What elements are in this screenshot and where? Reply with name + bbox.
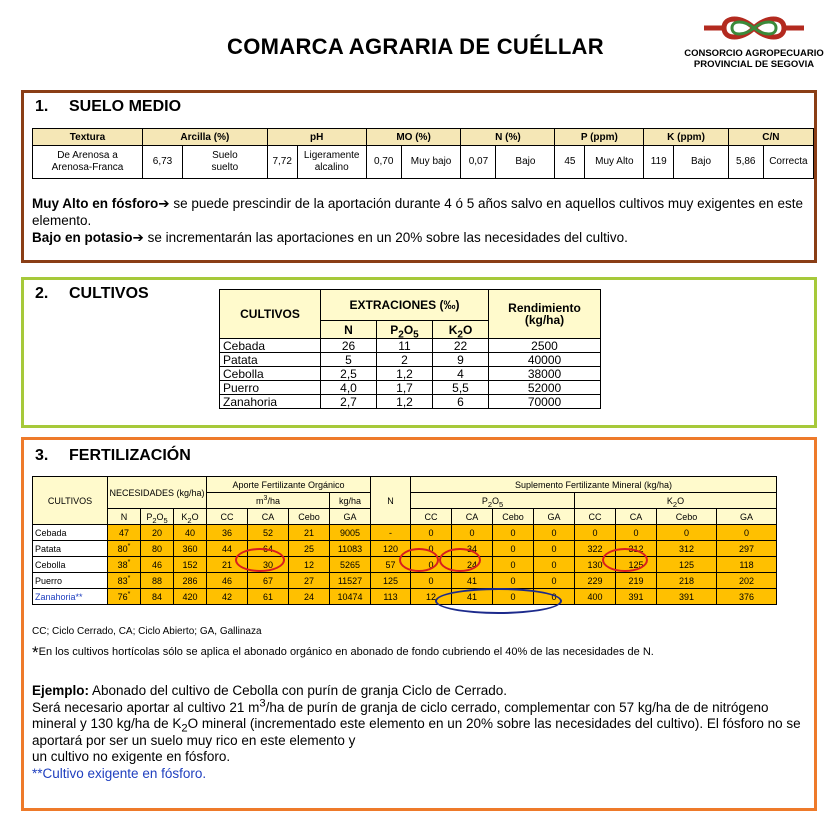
col-header-cc: CC <box>207 509 248 525</box>
phosphorus-label: Muy Alto en fósforo <box>32 196 159 211</box>
col-header-kgha: kg/ha <box>330 493 371 509</box>
section-number: 3. <box>35 447 49 464</box>
cell-n: 0,07 <box>461 146 496 179</box>
section-title-text: CULTIVOS <box>69 285 149 302</box>
crop-n: 2,5 <box>321 367 377 381</box>
crop-name: Zanahoria <box>220 395 321 409</box>
cell-mo-desc: Muy bajo <box>401 146 461 179</box>
org-ga: 11527 <box>330 573 371 589</box>
min-p-cebo: 0 <box>493 589 534 605</box>
cell-arcilla: 6,73 <box>143 146 183 179</box>
col-header: MO (%) <box>366 129 461 146</box>
org-cc: 46 <box>207 573 248 589</box>
crop-n: 2,7 <box>321 395 377 409</box>
cell-ph-desc: Ligeramente alcalino <box>297 146 366 179</box>
need-p: 46 <box>141 557 174 573</box>
example-note: **Cultivo exigente en fósforo. <box>32 765 207 781</box>
min-p-cebo: 0 <box>493 573 534 589</box>
page-title: COMARCA AGRARIA DE CUÉLLAR <box>227 34 604 59</box>
crop-n: 5 <box>321 353 377 367</box>
min-p-ca: 41 <box>452 589 493 605</box>
org-ca: 52 <box>248 525 289 541</box>
crop-p: 1,2 <box>377 367 433 381</box>
col-header-mineral-n: N <box>371 477 411 525</box>
col-header-p2o5-sub: $P_2O_5$ <box>141 509 174 525</box>
section-3-title <box>35 447 191 465</box>
min-n: 120 <box>371 541 411 557</box>
need-n: 47 <box>108 525 141 541</box>
org-cebo: 27 <box>289 573 330 589</box>
crop-k: 6 <box>433 395 489 409</box>
crop-name: Cebada <box>220 339 321 353</box>
soil-description <box>32 195 812 246</box>
min-k-cc: 400 <box>575 589 616 605</box>
crop-rend: 52000 <box>489 381 601 395</box>
need-p: 84 <box>141 589 174 605</box>
cell-p: 45 <box>555 146 585 179</box>
col-header-p-cc: CC <box>411 509 452 525</box>
footnote <box>32 640 654 660</box>
table-row <box>33 573 777 589</box>
soil-table <box>32 128 814 179</box>
min-p-cebo: 0 <box>493 541 534 557</box>
org-ga: 10474 <box>330 589 371 605</box>
crop-p: 11 <box>377 339 433 353</box>
table-row <box>220 395 601 409</box>
cell-k: 119 <box>644 146 674 179</box>
min-p-ga: 0 <box>534 541 575 557</box>
need-p: 88 <box>141 573 174 589</box>
soil-table-row <box>33 146 814 179</box>
legend-text: CC; Ciclo Cerrado, CA; Ciclo Abierto; GA, Gallinaza <box>32 626 262 637</box>
section-number: 1. <box>35 98 49 115</box>
need-k: 286 <box>174 573 207 589</box>
footnote-star: * <box>32 643 39 662</box>
cell-mo: 0,70 <box>366 146 401 179</box>
cell-arcilla-desc: Suelo suelto <box>183 146 268 179</box>
table-row <box>33 525 777 541</box>
cell-k-desc: Bajo <box>674 146 729 179</box>
table-row <box>220 381 601 395</box>
crop-name: Patata <box>33 541 108 557</box>
need-k: 360 <box>174 541 207 557</box>
col-header-p2o5: $P_2O_5$ <box>411 493 575 509</box>
highlight-circle-p-cc <box>439 548 481 572</box>
arrow-right-icon: ➔ <box>132 230 144 245</box>
table-row <box>33 589 777 605</box>
need-n: 80* <box>108 541 141 557</box>
org-cc: 21 <box>207 557 248 573</box>
crop-rend: 2500 <box>489 339 601 353</box>
org-cc: 44 <box>207 541 248 557</box>
col-header-cebo: Cebo <box>289 509 330 525</box>
highlight-circle-min-n <box>399 548 439 572</box>
col-header-k-ca: CA <box>616 509 657 525</box>
col-header-cultivos: CULTIVOS <box>33 477 108 525</box>
min-k-cc: 322 <box>575 541 616 557</box>
org-cc: 42 <box>207 589 248 605</box>
min-p-cc: 0 <box>411 525 452 541</box>
section-title-text: FERTILIZACIÓN <box>69 447 191 464</box>
col-header-extracciones: EXTRACIONES (‰) <box>321 290 489 321</box>
section-1-title <box>35 98 181 116</box>
min-p-ga: 0 <box>534 589 575 605</box>
logo-line-2: PROVINCIAL DE SEGOVIA <box>693 59 815 70</box>
col-header-necesidades: NECESIDADES (kg/ha) <box>108 477 207 509</box>
min-n: - <box>371 525 411 541</box>
crop-name: Cebolla <box>33 557 108 573</box>
need-p: 80 <box>141 541 174 557</box>
logo-text <box>684 48 824 70</box>
col-header-k-ga: GA <box>717 509 777 525</box>
org-ga: 11083 <box>330 541 371 557</box>
min-k-ca: 391 <box>616 589 657 605</box>
crop-k: 22 <box>433 339 489 353</box>
crops-table <box>219 289 601 409</box>
org-ca: 67 <box>248 573 289 589</box>
col-header-n: N <box>321 321 377 339</box>
crop-name: Patata <box>220 353 321 367</box>
example-label: Ejemplo: <box>32 683 90 698</box>
min-p-cc: 0 <box>411 557 452 573</box>
org-ca: 64 <box>248 541 289 557</box>
cell-p-desc: Muy Alto <box>585 146 644 179</box>
min-k-ga: 0 <box>717 525 777 541</box>
min-n: 57 <box>371 557 411 573</box>
col-header: pH <box>267 129 366 146</box>
min-k-cebo: 0 <box>657 525 717 541</box>
crop-name: Puerro <box>220 381 321 395</box>
crop-name: Cebolla <box>220 367 321 381</box>
col-header-p-cebo: Cebo <box>493 509 534 525</box>
col-header-k2o-sub: $K_2O$ <box>174 509 207 525</box>
example-line-3: un cultivo no exigente en fósforo. <box>32 749 231 764</box>
crop-k: 4 <box>433 367 489 381</box>
col-header-suplemento: Suplemento Fertilizante Mineral (kg/ha) <box>411 477 777 493</box>
org-ca: 61 <box>248 589 289 605</box>
min-p-cc: 0 <box>411 573 452 589</box>
need-n: 83* <box>108 573 141 589</box>
min-p-cc: 12 <box>411 589 452 605</box>
min-k-cc: 130 <box>575 557 616 573</box>
crop-name: Puerro <box>33 573 108 589</box>
min-p-cebo: 0 <box>493 525 534 541</box>
cell-ph: 7,72 <box>267 146 297 179</box>
min-n: 113 <box>371 589 411 605</box>
fertilization-table <box>32 476 777 605</box>
col-header: Textura <box>33 129 143 146</box>
cell-textura: De Arenosa a Arenosa-Franca <box>33 146 143 179</box>
col-header-n: N <box>108 509 141 525</box>
cell-cn-desc: Correcta <box>763 146 813 179</box>
org-cebo: 21 <box>289 525 330 541</box>
org-cebo: 12 <box>289 557 330 573</box>
crop-n: 26 <box>321 339 377 353</box>
col-header-ca: CA <box>248 509 289 525</box>
min-k-cebo: 391 <box>657 589 717 605</box>
cell-n-desc: Bajo <box>496 146 555 179</box>
min-p-ga: 0 <box>534 557 575 573</box>
col-header-rendimiento: Rendimiento (kg/ha) <box>489 290 601 339</box>
crop-p: 1,7 <box>377 381 433 395</box>
example-line-1: Abonado del cultivo de Cebolla con purín de granja Ciclo de Cerrado. <box>89 683 508 698</box>
min-k-cebo: 312 <box>657 541 717 557</box>
min-k-ca: 0 <box>616 525 657 541</box>
need-p: 20 <box>141 525 174 541</box>
col-header-p-ca: CA <box>452 509 493 525</box>
min-k-ga: 202 <box>717 573 777 589</box>
table-row <box>220 367 601 381</box>
min-k-ga: 376 <box>717 589 777 605</box>
min-k-ga: 297 <box>717 541 777 557</box>
potassium-text: se incrementarán las aportaciones en un 20% sobre las necesidades del cultivo. <box>143 230 628 245</box>
phosphorus-text: se puede prescindir de la aportación durante 4 ó 5 años salvo en aquellos cultivos muy exigentes en este elemento. <box>32 196 803 228</box>
crop-n: 4,0 <box>321 381 377 395</box>
footnote-text: En los cultivos hortícolas sólo se aplica el abonado orgánico en abonado de fondo cubriendo el 40% de las necesidades de N. <box>38 646 654 658</box>
crop-name: Cebada <box>33 525 108 541</box>
col-header: K (ppm) <box>644 129 729 146</box>
cell-cn: 5,86 <box>728 146 763 179</box>
org-ca: 30 <box>248 557 289 573</box>
need-k: 152 <box>174 557 207 573</box>
need-n: 76* <box>108 589 141 605</box>
col-header-k-cebo: Cebo <box>657 509 717 525</box>
col-header-p-ga: GA <box>534 509 575 525</box>
col-header-k2o: $K_2O$ <box>575 493 777 509</box>
crop-k: 5,5 <box>433 381 489 395</box>
min-k-cebo: 218 <box>657 573 717 589</box>
crop-rend: 70000 <box>489 395 601 409</box>
col-header-m3ha: $m^3/ha$ <box>207 493 330 509</box>
org-cebo: 24 <box>289 589 330 605</box>
logo-knot-icon <box>684 8 824 48</box>
example-line-2b: /ha de purín de granja de ciclo cerrado, complementar con 57 kg/ha de de nitrógeno mineral y 130 kg/ha de K <box>32 699 769 731</box>
org-ga: 9005 <box>330 525 371 541</box>
col-header: Arcilla (%) <box>143 129 268 146</box>
org-cc: 36 <box>207 525 248 541</box>
arrow-right-icon: ➔ <box>158 196 170 211</box>
crop-p: 1,2 <box>377 395 433 409</box>
need-n: 38* <box>108 557 141 573</box>
min-k-cc: 229 <box>575 573 616 589</box>
col-header-ga: GA <box>330 509 371 525</box>
potassium-label: Bajo en potasio <box>32 230 133 245</box>
col-header-k-cc: CC <box>575 509 616 525</box>
min-p-ca: 0 <box>452 525 493 541</box>
section-2-title <box>35 285 149 303</box>
min-k-ca: 219 <box>616 573 657 589</box>
example-line-2a: Será necesario aportar al cultivo 21 m <box>32 699 260 715</box>
example-paragraph: Ejemplo: Abonado del cultivo de Cebolla con purín de granja Ciclo de Cerrado. Será necesario aportar al cultivo 21 $m^3/ha$ de purín de granja de ciclo cerrado, complementar con 57 kg/ha de de nitrógeno mineral y 130 kg/ha de $K_2O$ mineral (incrementado este elemento en un 20% sobre las necesidades del cultivo). El fósforo no se aportará por ser un suelo muy rico en este elemento y un cultivo no exigente en fósforo. **Cultivo exigente en fósforo. <box>32 683 801 781</box>
need-k: 420 <box>174 589 207 605</box>
logo-line-1: CONSORCIO AGROPECUARIO <box>684 48 824 59</box>
highlight-circle-org-cc <box>235 548 285 572</box>
crop-rend: 40000 <box>489 353 601 367</box>
table-row <box>220 353 601 367</box>
min-p-ca: 34 <box>452 541 493 557</box>
min-k-cebo: 125 <box>657 557 717 573</box>
section-cultivos <box>21 277 817 428</box>
min-n: 125 <box>371 573 411 589</box>
section-title-text: SUELO MEDIO <box>69 98 182 115</box>
col-header-cultivos: CULTIVOS <box>220 290 321 339</box>
col-header: N (%) <box>461 129 555 146</box>
org-cebo: 25 <box>289 541 330 557</box>
min-p-ga: 0 <box>534 525 575 541</box>
min-p-cc: 0 <box>411 541 452 557</box>
min-k-cc: 0 <box>575 525 616 541</box>
section-suelo <box>21 90 817 263</box>
col-header-k2o: $K_2O$ <box>433 321 489 339</box>
col-header: C/N <box>728 129 813 146</box>
section-number: 2. <box>35 285 49 302</box>
min-p-ca: 41 <box>452 573 493 589</box>
crop-rend: 38000 <box>489 367 601 381</box>
min-k-ga: 118 <box>717 557 777 573</box>
col-header-aporte: Aporte Fertilizante Orgánico <box>207 477 371 493</box>
col-header-p2o5: $P_2O_5$ <box>377 321 433 339</box>
min-p-cebo: 0 <box>493 557 534 573</box>
highlight-circle-k-cc <box>602 548 648 572</box>
table-row <box>220 339 601 353</box>
min-k-ca: 125 <box>616 557 657 573</box>
highlight-circle-zanahoria <box>435 588 562 614</box>
soil-table-header <box>33 129 814 146</box>
crop-k: 9 <box>433 353 489 367</box>
crop-name: Zanahoria** <box>33 589 108 605</box>
logo <box>684 8 824 78</box>
section-fertilizacion <box>21 437 817 811</box>
example-line-2c: O mineral (incrementado este elemento en un 20% sobre las necesidades del cultivo). El fósforo no se aportará por ser un suelo muy rico en este elemento y <box>32 716 801 748</box>
min-p-ga: 0 <box>534 573 575 589</box>
min-k-ca: 312 <box>616 541 657 557</box>
min-p-ca: 24 <box>452 557 493 573</box>
crop-p: 2 <box>377 353 433 367</box>
org-ga: 5265 <box>330 557 371 573</box>
need-k: 40 <box>174 525 207 541</box>
col-header: P (ppm) <box>555 129 644 146</box>
